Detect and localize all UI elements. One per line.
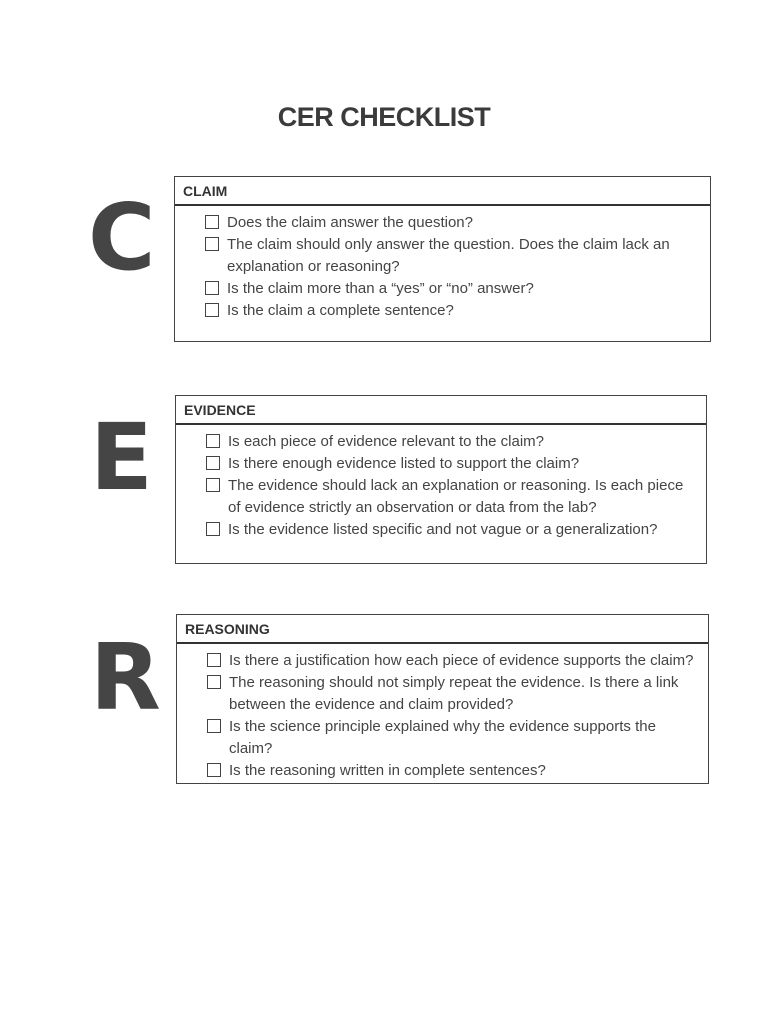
claim-letter: C (88, 184, 156, 291)
evidence-checklist (176, 425, 706, 541)
checkbox[interactable] (205, 237, 219, 251)
reasoning-checklist (177, 644, 708, 782)
checklist-item (205, 212, 710, 234)
reasoning-letter: R (90, 624, 161, 731)
checkbox[interactable] (205, 303, 219, 317)
checklist-item-text: Is the reasoning written in complete sentences? (229, 762, 546, 779)
evidence-letter: E (90, 404, 153, 511)
reasoning-section (176, 614, 709, 784)
checkbox[interactable] (207, 675, 221, 689)
evidence-header: EVIDENCE (176, 396, 706, 425)
checklist-item-text: Is there enough evidence listed to support the claim? (228, 455, 580, 472)
checklist-item (207, 650, 708, 672)
checklist-item (205, 234, 710, 278)
checkbox[interactable] (206, 478, 220, 492)
checklist-item (206, 475, 706, 519)
checkbox[interactable] (207, 719, 221, 733)
checklist-item-text: Is the science principle explained why the evidence supports the claim? (229, 718, 656, 757)
claim-section (174, 176, 711, 342)
checkbox[interactable] (205, 215, 219, 229)
checkbox[interactable] (207, 763, 221, 777)
checklist-item-text: Is the evidence listed specific and not vague or a generalization? (228, 521, 658, 538)
checklist-item-text: Is the claim more than a “yes” or “no” answer? (227, 280, 534, 297)
evidence-section (175, 395, 707, 564)
checklist-item-text: The evidence should lack an explanation or reasoning. Is each piece of evidence strictly an observation or data from the lab? (228, 477, 684, 516)
checklist-item (205, 278, 710, 300)
checklist-item (206, 431, 706, 453)
reasoning-header: REASONING (177, 615, 708, 644)
checkbox[interactable] (206, 522, 220, 536)
checkbox[interactable] (207, 653, 221, 667)
checklist-item (206, 519, 706, 541)
checklist-item (207, 760, 708, 782)
claim-checklist (175, 206, 710, 322)
checklist-item (207, 672, 708, 716)
checklist-item-text: Is there a justification how each piece of evidence supports the claim? (229, 652, 694, 669)
page-title: CER CHECKLIST (277, 102, 491, 132)
checklist-item-text: Is the claim a complete sentence? (227, 302, 454, 319)
claim-header: CLAIM (175, 177, 710, 206)
checklist-item-text: Is each piece of evidence relevant to the claim? (228, 433, 545, 450)
checklist-item (205, 300, 710, 322)
checkbox[interactable] (206, 456, 220, 470)
checklist-item-text: The claim should only answer the question. Does the claim lack an explanation or reasoning? (227, 236, 670, 275)
checklist-item (206, 453, 706, 475)
checklist-item-text: Does the claim answer the question? (227, 214, 473, 231)
checklist-item (207, 716, 708, 760)
checklist-item-text: The reasoning should not simply repeat the evidence. Is there a link between the evidence and claim provided? (229, 674, 679, 713)
checkbox[interactable] (206, 434, 220, 448)
checkbox[interactable] (205, 281, 219, 295)
